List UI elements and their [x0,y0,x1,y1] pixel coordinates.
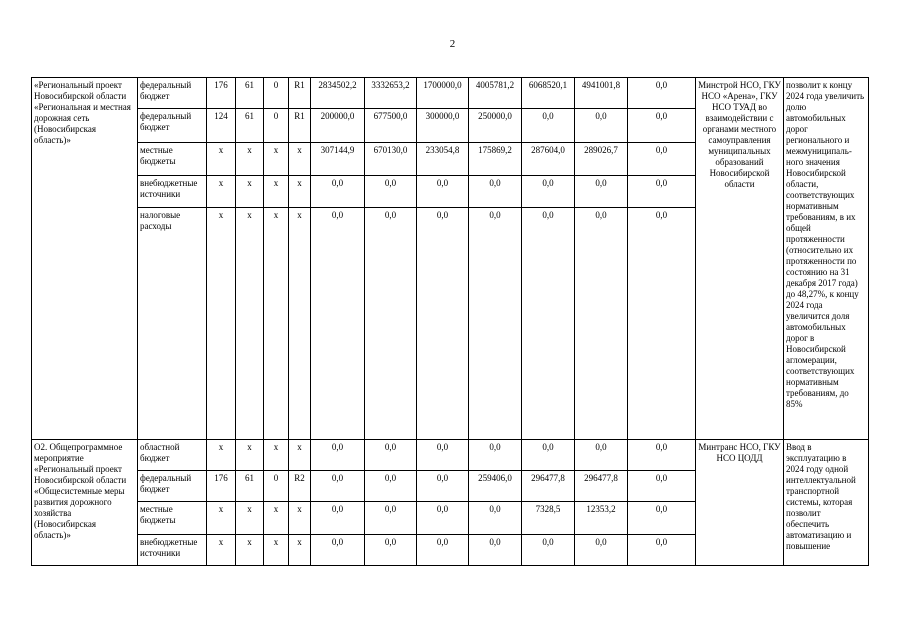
code-cell: x [264,208,289,440]
amount-cell: 0,0 [311,208,365,440]
code-cell: 0 [264,471,289,502]
funding-source-cell: внебюджетные источники [138,176,207,208]
amount-cell: 670130,0 [365,143,417,176]
amount-cell: 2834502,2 [311,78,365,109]
amount-cell: 0,0 [628,109,696,143]
amount-cell: 0,0 [365,440,417,471]
funding-source-cell: областной бюджет [138,440,207,471]
amount-cell: 0,0 [628,440,696,471]
amount-cell: 0,0 [311,440,365,471]
amount-cell: 0,0 [469,440,522,471]
code-cell: x [207,440,236,471]
amount-cell: 7328,5 [522,502,575,535]
amount-cell: 0,0 [522,208,575,440]
code-cell: x [236,502,264,535]
executor-cell: Минстрой НСО, ГКУ НСО «Арена», ГКУ НСО ТУАД во взаимодействии с органами местного самоуправления муниципальных образований Новосибирской области [696,78,784,440]
code-cell: 124 [207,109,236,143]
code-cell: x [207,535,236,566]
amount-cell: 233054,8 [417,143,469,176]
funding-source-cell: местные бюджеты [138,143,207,176]
amount-cell: 0,0 [417,535,469,566]
amount-cell: 0,0 [628,502,696,535]
code-cell: x [264,176,289,208]
code-cell: R2 [289,471,311,502]
amount-cell: 0,0 [311,502,365,535]
code-cell: x [264,440,289,471]
amount-cell: 0,0 [628,176,696,208]
amount-cell: 0,0 [522,535,575,566]
code-cell: R1 [289,78,311,109]
code-cell: x [236,176,264,208]
amount-cell: 0,0 [628,471,696,502]
funding-source-cell: федеральный бюджет [138,471,207,502]
amount-cell: 677500,0 [365,109,417,143]
amount-cell: 0,0 [311,471,365,502]
funding-source-cell: федеральный бюджет [138,109,207,143]
amount-cell: 0,0 [522,109,575,143]
amount-cell: 0,0 [469,535,522,566]
code-cell: x [289,143,311,176]
amount-cell: 0,0 [575,208,628,440]
amount-cell: 0,0 [628,535,696,566]
amount-cell: 287604,0 [522,143,575,176]
code-cell: x [264,535,289,566]
code-cell: x [289,208,311,440]
amount-cell: 250000,0 [469,109,522,143]
amount-cell: 0,0 [417,440,469,471]
amount-cell: 0,0 [417,502,469,535]
code-cell: x [236,143,264,176]
code-cell: 176 [207,78,236,109]
code-cell: x [289,176,311,208]
code-cell: x [264,502,289,535]
amount-cell: 0,0 [628,143,696,176]
amount-cell: 0,0 [469,208,522,440]
amount-cell: 0,0 [575,176,628,208]
code-cell: x [289,440,311,471]
amount-cell: 0,0 [469,502,522,535]
code-cell: x [236,535,264,566]
funding-source-cell: федеральный бюджет [138,78,207,109]
code-cell: 61 [236,78,264,109]
amount-cell: 0,0 [365,208,417,440]
amount-cell: 1700000,0 [417,78,469,109]
amount-cell: 0,0 [522,440,575,471]
event-name-cell: О2. Общепрограммное мероприятие «Региональный проект Новосибирской области «Общесистемные меры развития дорожного хозяйства (Новосибирская область)» [32,440,138,566]
funding-source-cell: внебюджетные источники [138,535,207,566]
event-name-cell: «Региональный проект Новосибирской области «Региональная и местная дорожная сеть (Новосибирская область)» [32,78,138,440]
amount-cell: 4005781,2 [469,78,522,109]
amount-cell: 0,0 [522,176,575,208]
amount-cell: 0,0 [365,502,417,535]
amount-cell: 0,0 [365,471,417,502]
amount-cell: 175869,2 [469,143,522,176]
code-cell: x [207,176,236,208]
amount-cell: 3332653,2 [365,78,417,109]
page-number: 2 [449,38,456,50]
table-row [32,78,869,109]
amount-cell: 12353,2 [575,502,628,535]
code-cell: R1 [289,109,311,143]
amount-cell: 4941001,8 [575,78,628,109]
funding-source-cell: местные бюджеты [138,502,207,535]
amount-cell: 0,0 [311,535,365,566]
code-cell: x [207,143,236,176]
amount-cell: 296477,8 [522,471,575,502]
code-cell: 61 [236,109,264,143]
amount-cell: 0,0 [628,208,696,440]
expected-result-cell: позволит к концу 2024 года увеличить долю автомобильных дорог регионального и межмуниципаль-ного значения Новосибирской области, соответствующих нормативным требованиям, в их общей протяженности (относительно их протяженности по состоянию на 31 декабря 2017 года) до 48,27%, к концу 2024 года увеличится доля автомобильных дорог в Новосибирской агломерации, соответствующих нормативным требованиям, до 85% [784,78,869,440]
expected-result-cell: Ввод в эксплуатацию в 2024 году одной интеллектуальной транспортной системы, которая позволит обеспечить автоматизацию и повышение [784,440,869,566]
code-cell: x [207,208,236,440]
amount-cell: 296477,8 [575,471,628,502]
program-table [31,77,869,566]
amount-cell: 0,0 [365,535,417,566]
table-row [32,440,869,471]
amount-cell: 0,0 [575,440,628,471]
amount-cell: 0,0 [575,109,628,143]
code-cell: 176 [207,471,236,502]
amount-cell: 0,0 [628,78,696,109]
amount-cell: 200000,0 [311,109,365,143]
code-cell: x [264,143,289,176]
amount-cell: 0,0 [469,176,522,208]
table-body [32,78,869,566]
code-cell: 61 [236,471,264,502]
amount-cell: 0,0 [365,176,417,208]
amount-cell: 289026,7 [575,143,628,176]
amount-cell: 0,0 [417,208,469,440]
code-cell: 0 [264,78,289,109]
amount-cell: 300000,0 [417,109,469,143]
amount-cell: 307144,9 [311,143,365,176]
code-cell: x [236,208,264,440]
amount-cell: 0,0 [575,535,628,566]
amount-cell: 0,0 [417,176,469,208]
amount-cell: 0,0 [311,176,365,208]
code-cell: x [207,502,236,535]
code-cell: 0 [264,109,289,143]
amount-cell: 0,0 [417,471,469,502]
code-cell: x [236,440,264,471]
code-cell: x [289,502,311,535]
executor-cell: Минтранс НСО, ГКУ НСО ЦОДД [696,440,784,566]
amount-cell: 259406,0 [469,471,522,502]
code-cell: x [289,535,311,566]
funding-source-cell: налоговые расходы [138,208,207,440]
amount-cell: 6068520,1 [522,78,575,109]
